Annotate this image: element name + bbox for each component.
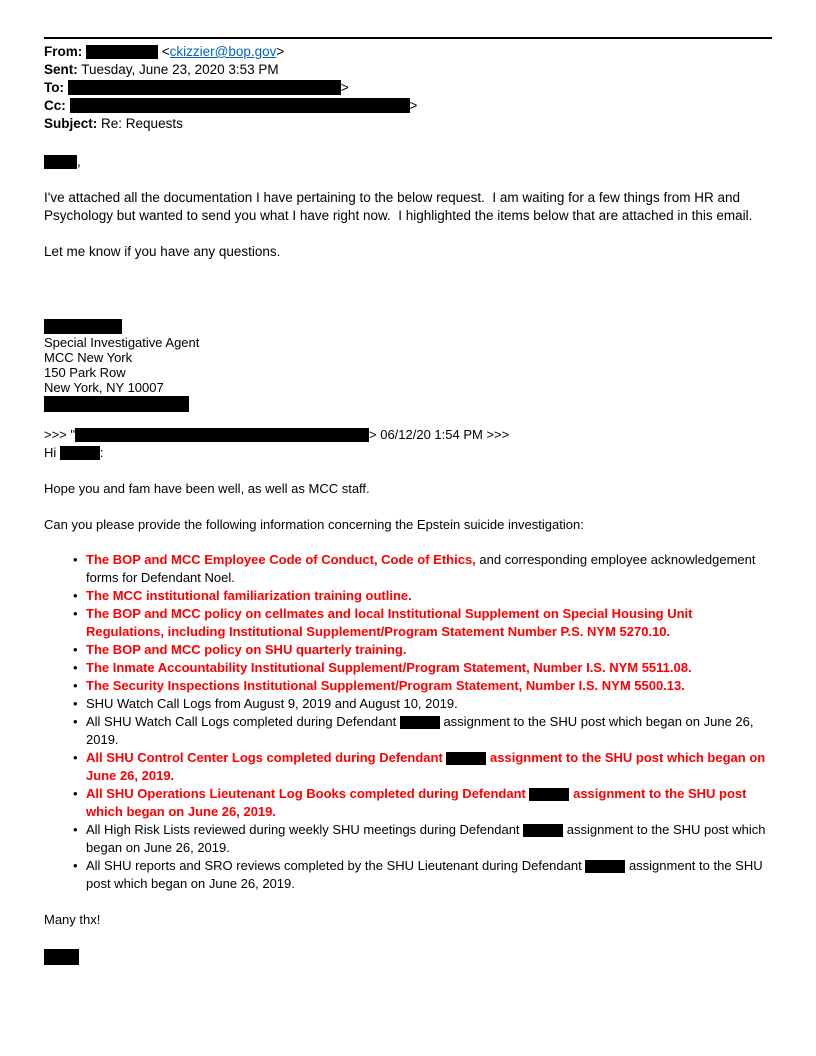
request-item-text: The Inmate Accountability Institutional Supplement/Program Statement, Number I.S. NYM 5511.08.: [86, 660, 692, 675]
request-item: [72, 587, 772, 605]
request-item: [72, 857, 772, 893]
request-item-text: All SHU Control Center Logs completed during Defendant: [86, 750, 447, 765]
request-item-text: All High Risk Lists reviewed during weekly SHU meetings during Defendant: [86, 822, 524, 837]
sent-line: [44, 61, 772, 79]
request-item-text: The BOP and MCC policy on SHU quarterly training.: [86, 642, 407, 657]
request-item: [72, 659, 772, 677]
redaction-bar: [44, 319, 122, 334]
greeting-comma: ,: [77, 154, 81, 169]
quoted-paragraph-1: Hope you and fam have been well, as well as MCC staff.: [44, 481, 370, 496]
subject-value: Re: Requests: [101, 116, 183, 131]
request-item-text: and corresponding employee acknowledgement forms for Defendant Noel.: [86, 552, 760, 585]
redaction-bar: [446, 752, 486, 765]
header-divider: [44, 37, 772, 39]
redaction-bar: [44, 949, 79, 965]
request-item-text: All SHU Operations Lieutenant Log Books completed during Defendant: [86, 786, 530, 801]
redaction-bar: [44, 155, 77, 169]
request-item-text: assignment to the SHU post which began on June 26, 2019.: [86, 750, 769, 783]
redaction-bar: [70, 98, 410, 113]
quoted-greeting-line: [44, 444, 772, 462]
request-item-text: assignment to the SHU post which began on June 26, 2019.: [86, 858, 767, 891]
sent-label: Sent:: [44, 62, 78, 77]
redaction-bar: [68, 80, 341, 95]
to-line: [44, 79, 772, 97]
request-item-text: All SHU reports and SRO reviews completed by the SHU Lieutenant during Defendant: [86, 858, 586, 873]
request-item-text: All SHU Watch Call Logs completed during Defendant: [86, 714, 400, 729]
request-item: [72, 641, 772, 659]
request-list: [72, 551, 772, 893]
redaction-bar: [400, 716, 440, 729]
cc-line: [44, 97, 772, 115]
signature-address-1: 150 Park Row: [44, 365, 126, 380]
request-item: [72, 605, 772, 641]
request-item: [72, 713, 772, 749]
sender-email-link[interactable]: ckizzier@bop.gov: [169, 44, 277, 59]
signature-title: Special Investigative Agent: [44, 335, 200, 350]
request-item-text: The MCC institutional familiarization training outline.: [86, 588, 412, 603]
request-item: [72, 551, 772, 587]
redaction-bar: [585, 860, 625, 873]
redaction-bar: [86, 45, 158, 59]
request-item-text: SHU Watch Call Logs from August 9, 2019 and August 10, 2019.: [86, 696, 458, 711]
closing-line: Many thx!: [44, 912, 101, 927]
quoted-greeting-prefix: Hi: [44, 445, 60, 460]
request-item-text: assignment to the SHU post which began on June 26, 2019.: [86, 714, 758, 747]
from-bracket-close: >: [276, 44, 285, 59]
request-item-text: assignment to the SHU post which began on June 26, 2019.: [86, 822, 770, 855]
greeting-line: [44, 153, 772, 171]
quoted-message: [44, 426, 772, 967]
email-header-block: [44, 43, 772, 133]
from-label: From:: [44, 44, 83, 59]
subject-line: [44, 115, 772, 133]
quoted-greeting-colon: :: [99, 445, 104, 460]
quoted-paragraph-2: Can you please provide the following information concerning the Epstein suicide investigation:: [44, 517, 584, 532]
subject-label: Subject:: [44, 116, 98, 131]
request-item-text: The BOP and MCC policy on cellmates and local Institutional Supplement on Special Housing Unit Regulations, including Institutional Supplement/Program Statement Number P.S. NYM 5270.10.: [86, 606, 697, 639]
redaction-bar: [523, 824, 563, 837]
signature-block: [44, 319, 772, 412]
final-signature-line: [44, 949, 772, 967]
signature-address-2: New York, NY 10007: [44, 380, 164, 395]
request-item-text: assignment to the SHU post which began on June 26, 2019.: [86, 786, 751, 819]
request-item: [72, 677, 772, 695]
to-bracket-close: >: [340, 80, 349, 95]
from-bracket-open: <: [161, 44, 170, 59]
request-item-text: The BOP and MCC Employee Code of Conduct, Code of Ethics,: [86, 552, 476, 567]
quoted-header-prefix: >>> ": [44, 427, 76, 442]
request-item: [72, 821, 772, 857]
redaction-bar: [529, 788, 569, 801]
body-paragraph-1: I've attached all the documentation I have pertaining to the below request. I am waiting for a few things from HR and Psychology but wanted to send you what I have right now. I highlighted the items below that are attached in this email.: [44, 190, 753, 223]
redaction-bar: [44, 396, 189, 412]
body-paragraph-2: Let me know if you have any questions.: [44, 244, 281, 259]
redaction-bar: [60, 446, 100, 460]
request-item: [72, 749, 772, 785]
sent-value: Tuesday, June 23, 2020 3:53 PM: [81, 62, 279, 77]
request-item-text: The Security Inspections Institutional Supplement/Program Statement, Number I.S. NYM 5500.13.: [86, 678, 685, 693]
signature-org: MCC New York: [44, 350, 133, 365]
cc-label: Cc:: [44, 98, 66, 113]
from-line: [44, 43, 772, 61]
quoted-header-suffix: > 06/12/20 1:54 PM >>>: [369, 427, 510, 442]
quoted-header-line: [44, 426, 772, 444]
cc-bracket-close: >: [409, 98, 418, 113]
request-item: [72, 695, 772, 713]
redaction-bar: [75, 428, 369, 442]
to-label: To:: [44, 80, 64, 95]
request-item: [72, 785, 772, 821]
